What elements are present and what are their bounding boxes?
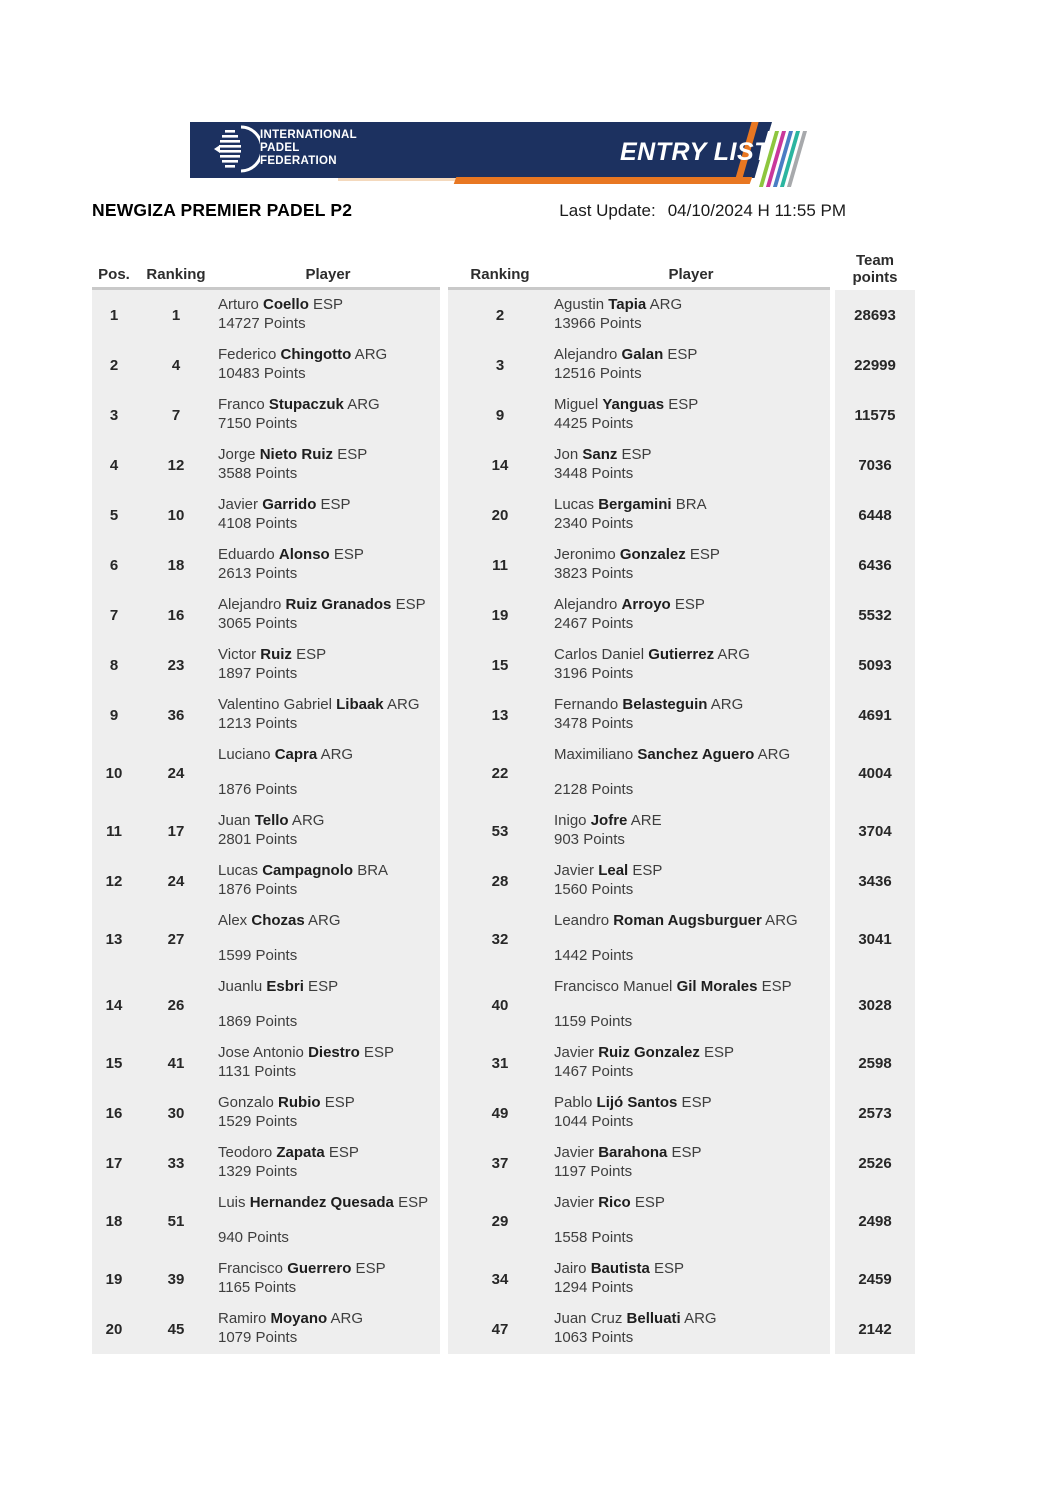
- player-points: 1197 Points: [554, 1163, 633, 1180]
- player-name: Lucas Bergamini BRA: [554, 496, 707, 513]
- ranking-cell: 45: [136, 1304, 216, 1354]
- column-gutter: [440, 972, 448, 1038]
- table-row: [92, 740, 915, 806]
- pos-cell: 9: [92, 690, 136, 740]
- table-row: [92, 856, 915, 906]
- player-cell: [216, 1304, 440, 1354]
- col-header-player1: Player: [216, 250, 440, 290]
- player-points: 1213 Points: [218, 715, 298, 732]
- player-points: 1329 Points: [218, 1163, 298, 1180]
- player-points: 940 Points: [218, 1229, 289, 1246]
- player-points: 1876 Points: [218, 881, 298, 898]
- last-update: [559, 201, 846, 221]
- ranking-cell: 41: [136, 1038, 216, 1088]
- player-name: Luciano Capra ARG: [218, 746, 354, 763]
- table-row: [92, 1254, 915, 1304]
- ranking-cell: 37: [448, 1138, 552, 1188]
- player-name: Javier Barahona ESP: [554, 1144, 702, 1161]
- player-points: 1876 Points: [218, 781, 298, 798]
- pos-cell: 14: [92, 972, 136, 1038]
- ranking-cell: 3: [448, 340, 552, 390]
- column-gutter: [440, 740, 448, 806]
- column-gutter: [440, 806, 448, 856]
- player-name: Jeronimo Gonzalez ESP: [554, 546, 720, 563]
- player-points: 14727 Points: [218, 315, 306, 332]
- column-gutter: [440, 640, 448, 690]
- table-row: [92, 1304, 915, 1354]
- org-name: [260, 129, 357, 168]
- table-row: [92, 390, 915, 440]
- player-name: Jose Antonio Diestro ESP: [218, 1044, 394, 1061]
- player-cell: [216, 1138, 440, 1188]
- team-points-cell: 11575: [835, 390, 915, 440]
- player-cell: [216, 590, 440, 640]
- player-name: Luis Hernandez Quesada ESP: [218, 1194, 429, 1211]
- player-name: Jairo Bautista ESP: [554, 1260, 685, 1277]
- player-cell: [216, 1188, 440, 1254]
- column-gutter: [440, 1304, 448, 1354]
- column-gutter: [440, 290, 448, 340]
- player-points: 2340 Points: [554, 515, 634, 532]
- player-name: Alejandro Arroyo ESP: [554, 596, 705, 613]
- column-gutter: [440, 590, 448, 640]
- player-name: Eduardo Alonso ESP: [218, 546, 364, 563]
- team-points-cell: 3028: [835, 972, 915, 1038]
- page-title: NEWGIZA PREMIER PADEL P2: [92, 200, 353, 220]
- ranking-cell: 7: [136, 390, 216, 440]
- header-gutter: [440, 250, 448, 290]
- column-gutter: [440, 490, 448, 540]
- table-row: [92, 1088, 915, 1138]
- player-cell: [552, 490, 830, 540]
- player-name: Carlos Daniel Gutierrez ARG: [554, 646, 750, 663]
- table-row: [92, 1038, 915, 1088]
- player-points: 1044 Points: [554, 1113, 634, 1130]
- player-cell: [216, 906, 440, 972]
- player-cell: [552, 690, 830, 740]
- team-points-cell: 2598: [835, 1038, 915, 1088]
- org-name-line: PADEL: [260, 142, 300, 154]
- player-points: 3196 Points: [554, 665, 634, 682]
- player-name: Juan Cruz Belluati ARG: [554, 1310, 717, 1327]
- ranking-cell: 17: [136, 806, 216, 856]
- team-points-cell: 7036: [835, 440, 915, 490]
- player-points: 903 Points: [554, 831, 625, 848]
- ranking-cell: 24: [136, 856, 216, 906]
- player-cell: [216, 740, 440, 806]
- column-gutter: [440, 856, 448, 906]
- ranking-cell: 9: [448, 390, 552, 440]
- ranking-cell: 24: [136, 740, 216, 806]
- banner-orange-bar: [454, 177, 753, 184]
- player-cell: [552, 806, 830, 856]
- player-name: Pablo Lijó Santos ESP: [554, 1094, 712, 1111]
- ranking-cell: 22: [448, 740, 552, 806]
- ranking-cell: 26: [136, 972, 216, 1038]
- player-cell: [552, 390, 830, 440]
- team-points-cell: 3704: [835, 806, 915, 856]
- player-cell: [552, 1038, 830, 1088]
- player-points: 3478 Points: [554, 715, 634, 732]
- player-points: 2467 Points: [554, 615, 634, 632]
- title-row: [92, 200, 916, 221]
- player-cell: [216, 806, 440, 856]
- player-cell: [216, 856, 440, 906]
- player-points: 1599 Points: [218, 947, 298, 964]
- player-points: 3448 Points: [554, 465, 634, 482]
- table-row: [92, 490, 915, 540]
- player-name: Ramiro Moyano ARG: [218, 1310, 364, 1327]
- team-points-cell: 2142: [835, 1304, 915, 1354]
- ranking-cell: 49: [448, 1088, 552, 1138]
- pos-cell: 1: [92, 290, 136, 340]
- player-points: 4108 Points: [218, 515, 298, 532]
- table-row: [92, 806, 915, 856]
- player-cell: [552, 440, 830, 490]
- ranking-cell: 19: [448, 590, 552, 640]
- player-points: 4425 Points: [554, 415, 634, 432]
- ranking-cell: 15: [448, 640, 552, 690]
- team-points-cell: 2573: [835, 1088, 915, 1138]
- player-points: 7150 Points: [218, 415, 298, 432]
- team-points-cell: 28693: [835, 290, 915, 340]
- player-cell: [216, 640, 440, 690]
- player-cell: [552, 1254, 830, 1304]
- ranking-cell: 47: [448, 1304, 552, 1354]
- ranking-cell: 40: [448, 972, 552, 1038]
- column-gutter: [440, 690, 448, 740]
- player-cell: [216, 440, 440, 490]
- table-row: [92, 540, 915, 590]
- pos-cell: 17: [92, 1138, 136, 1188]
- ranking-cell: 2: [448, 290, 552, 340]
- player-name: Inigo Jofre ARE: [554, 812, 662, 829]
- team-points-cell: 4004: [835, 740, 915, 806]
- ranking-cell: 34: [448, 1254, 552, 1304]
- player-cell: [552, 856, 830, 906]
- column-gutter: [440, 1038, 448, 1088]
- player-name: Francisco Manuel Gil Morales ESP: [554, 978, 792, 995]
- player-name: Javier Garrido ESP: [218, 496, 351, 513]
- ranking-cell: 32: [448, 906, 552, 972]
- player-cell: [552, 590, 830, 640]
- col-header-pos: Pos.: [92, 250, 136, 290]
- table-row: [92, 290, 915, 340]
- table-row: [92, 1188, 915, 1254]
- player-name: Maximiliano Sanchez Aguero ARG: [554, 746, 791, 763]
- col-header-team-points: Team points: [852, 252, 898, 286]
- table-row: [92, 590, 915, 640]
- ranking-cell: 30: [136, 1088, 216, 1138]
- ranking-cell: 14: [448, 440, 552, 490]
- entry-list-label: ENTRY LIST: [620, 138, 770, 166]
- team-points-cell: 22999: [835, 340, 915, 390]
- player-points: 2128 Points: [554, 781, 634, 798]
- team-points-cell: 3436: [835, 856, 915, 906]
- table-body: [92, 290, 915, 1354]
- column-gutter: [440, 540, 448, 590]
- ranking-cell: 28: [448, 856, 552, 906]
- player-cell: [552, 1188, 830, 1254]
- team-points-cell: 6436: [835, 540, 915, 590]
- player-cell: [216, 1038, 440, 1088]
- player-name: Juanlu Esbri ESP: [218, 978, 339, 995]
- ranking-cell: 16: [136, 590, 216, 640]
- ipf-federation-logo-icon: [214, 125, 260, 173]
- column-gutter: [440, 1138, 448, 1188]
- column-gutter: [440, 906, 448, 972]
- table-row: [92, 972, 915, 1038]
- ranking-cell: 12: [136, 440, 216, 490]
- ranking-cell: 18: [136, 540, 216, 590]
- player-name: Franco Stupaczuk ARG: [218, 396, 380, 413]
- col-header-ranking2: Ranking: [448, 250, 552, 290]
- player-points: 1529 Points: [218, 1113, 298, 1130]
- player-name: Jorge Nieto Ruiz ESP: [218, 446, 368, 463]
- pos-cell: 12: [92, 856, 136, 906]
- table-row: [92, 690, 915, 740]
- player-name: Arturo Coello ESP: [218, 296, 344, 313]
- player-points: 3823 Points: [554, 565, 634, 582]
- player-points: 1165 Points: [218, 1279, 297, 1296]
- ranking-cell: 39: [136, 1254, 216, 1304]
- ranking-cell: 1: [136, 290, 216, 340]
- team-points-cell: 5093: [835, 640, 915, 690]
- last-update-value: 04/10/2024 H 11:55 PM: [667, 201, 846, 220]
- column-gutter: [440, 440, 448, 490]
- ranking-cell: 27: [136, 906, 216, 972]
- column-gutter: [440, 1088, 448, 1138]
- player-name: Juan Tello ARG: [218, 812, 325, 829]
- entry-table: [92, 250, 915, 1354]
- pos-cell: 7: [92, 590, 136, 640]
- pos-cell: 13: [92, 906, 136, 972]
- player-cell: [216, 490, 440, 540]
- ranking-cell: 51: [136, 1188, 216, 1254]
- ranking-cell: 4: [136, 340, 216, 390]
- player-name: Javier Leal ESP: [554, 862, 663, 879]
- player-cell: [216, 690, 440, 740]
- player-cell: [552, 640, 830, 690]
- pos-cell: 10: [92, 740, 136, 806]
- player-cell: [216, 972, 440, 1038]
- pos-cell: 16: [92, 1088, 136, 1138]
- pos-cell: 20: [92, 1304, 136, 1354]
- ranking-cell: 20: [448, 490, 552, 540]
- player-points: 2801 Points: [218, 831, 298, 848]
- player-cell: [216, 290, 440, 340]
- player-points: 1869 Points: [218, 1013, 298, 1030]
- player-name: Miguel Yanguas ESP: [554, 396, 699, 413]
- table-header-row: [92, 250, 915, 290]
- player-name: Javier Rico ESP: [554, 1194, 665, 1211]
- col-header-player2: Player: [552, 250, 830, 290]
- pos-cell: 18: [92, 1188, 136, 1254]
- pos-cell: 4: [92, 440, 136, 490]
- table-row: [92, 640, 915, 690]
- ranking-cell: 53: [448, 806, 552, 856]
- pos-cell: 19: [92, 1254, 136, 1304]
- org-name-line: INTERNATIONAL: [260, 129, 357, 141]
- pos-cell: 11: [92, 806, 136, 856]
- player-points: 1442 Points: [554, 947, 634, 964]
- last-update-label: Last Update:: [559, 201, 656, 220]
- player-points: 1560 Points: [554, 881, 634, 898]
- table-row: [92, 440, 915, 490]
- column-gutter: [440, 1188, 448, 1254]
- player-name: Javier Ruiz Gonzalez ESP: [554, 1044, 735, 1061]
- player-points: 1063 Points: [554, 1329, 634, 1346]
- player-cell: [216, 1254, 440, 1304]
- ranking-cell: 29: [448, 1188, 552, 1254]
- team-points-cell: 4691: [835, 690, 915, 740]
- player-name: Fernando Belasteguin ARG: [554, 696, 744, 713]
- player-points: 13966 Points: [554, 315, 642, 332]
- team-points-cell: 6448: [835, 490, 915, 540]
- player-name: Alejandro Galan ESP: [554, 346, 698, 363]
- pos-cell: 3: [92, 390, 136, 440]
- column-gutter: [440, 390, 448, 440]
- ranking-cell: 33: [136, 1138, 216, 1188]
- team-points-cell: 3041: [835, 906, 915, 972]
- player-name: Agustin Tapia ARG: [554, 296, 683, 313]
- player-name: Lucas Campagnolo BRA: [218, 862, 389, 879]
- ranking-cell: 36: [136, 690, 216, 740]
- player-name: Federico Chingotto ARG: [218, 346, 388, 363]
- ranking-cell: 31: [448, 1038, 552, 1088]
- table-row: [92, 340, 915, 390]
- pos-cell: 2: [92, 340, 136, 390]
- player-name: Francisco Guerrero ESP: [218, 1260, 386, 1277]
- player-name: Victor Ruiz ESP: [218, 646, 327, 663]
- player-points: 1159 Points: [554, 1013, 633, 1030]
- org-name-line: FEDERATION: [260, 155, 337, 167]
- pos-cell: 8: [92, 640, 136, 690]
- table-row: [92, 1138, 915, 1188]
- player-cell: [552, 340, 830, 390]
- player-name: Alejandro Ruiz Granados ESP: [218, 596, 426, 613]
- player-points: 1558 Points: [554, 1229, 634, 1246]
- team-points-cell: 2459: [835, 1254, 915, 1304]
- pos-cell: 15: [92, 1038, 136, 1088]
- player-cell: [552, 540, 830, 590]
- team-points-cell: 5532: [835, 590, 915, 640]
- player-cell: [216, 540, 440, 590]
- ranking-cell: 10: [136, 490, 216, 540]
- player-cell: [552, 906, 830, 972]
- team-points-cell: 2498: [835, 1188, 915, 1254]
- table-row: [92, 906, 915, 972]
- player-points: 1079 Points: [218, 1329, 298, 1346]
- col-header-ranking1: Ranking: [136, 250, 216, 290]
- player-points: 2613 Points: [218, 565, 298, 582]
- player-points: 3588 Points: [218, 465, 298, 482]
- player-points: 1897 Points: [218, 665, 298, 682]
- player-points: 10483 Points: [218, 365, 306, 382]
- player-points: 1294 Points: [554, 1279, 634, 1296]
- banner-peach-line: [338, 178, 458, 181]
- column-gutter: [440, 1254, 448, 1304]
- player-cell: [552, 1138, 830, 1188]
- player-name: Leandro Roman Augsburguer ARG: [554, 912, 798, 929]
- player-cell: [552, 1304, 830, 1354]
- player-cell: [552, 740, 830, 806]
- ranking-cell: 11: [448, 540, 552, 590]
- ranking-cell: 23: [136, 640, 216, 690]
- team-points-cell: 2526: [835, 1138, 915, 1188]
- player-cell: [552, 972, 830, 1038]
- column-gutter: [440, 340, 448, 390]
- player-cell: [552, 1088, 830, 1138]
- player-points: 1467 Points: [554, 1063, 634, 1080]
- player-name: Alex Chozas ARG: [218, 912, 341, 929]
- player-name: Teodoro Zapata ESP: [218, 1144, 359, 1161]
- player-name: Gonzalo Rubio ESP: [218, 1094, 355, 1111]
- player-cell: [216, 390, 440, 440]
- player-cell: [552, 290, 830, 340]
- player-name: Jon Sanz ESP: [554, 446, 652, 463]
- player-name: Valentino Gabriel Libaak ARG: [218, 696, 420, 713]
- player-points: 3065 Points: [218, 615, 298, 632]
- ipf-banner: [190, 113, 790, 193]
- player-points: 12516 Points: [554, 365, 642, 382]
- pos-cell: 6: [92, 540, 136, 590]
- player-cell: [216, 1088, 440, 1138]
- ranking-cell: 13: [448, 690, 552, 740]
- player-points: 1131 Points: [218, 1063, 297, 1080]
- pos-cell: 5: [92, 490, 136, 540]
- player-cell: [216, 340, 440, 390]
